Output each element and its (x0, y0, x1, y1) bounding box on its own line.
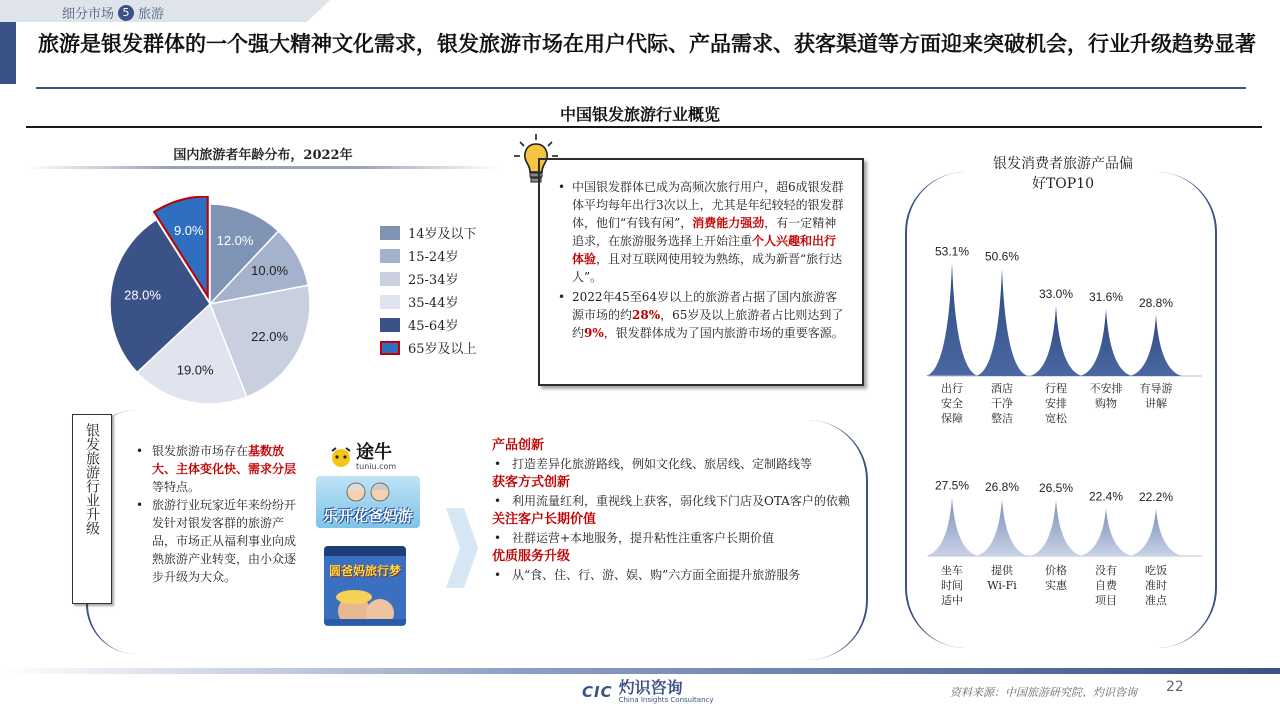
preference-peak (1030, 500, 1082, 556)
legend-item (380, 267, 477, 290)
preference-category-label: 酒店 干净 整洁 (991, 382, 1013, 425)
legend-swatch (380, 249, 400, 263)
preference-value-label: 22.4% (1088, 489, 1124, 504)
footer-divider (0, 668, 1280, 674)
preference-peak (1130, 509, 1182, 556)
pie-slice-label: 19.0% (176, 362, 214, 378)
preference-value-label: 31.6% (1088, 290, 1124, 305)
pie-slice-label: 28.0% (124, 287, 161, 303)
accent-bar (0, 22, 16, 84)
legend-item (380, 336, 477, 359)
preference-value-label: 53.1% (934, 244, 970, 259)
preference-peak-chart (920, 240, 1210, 580)
upgrade-bullet-1: • 银发旅游市场存在基数放大、主体变化快、需求分层等特点。 (134, 442, 302, 496)
preference-category-label: 出行 安全 保障 (941, 382, 963, 425)
preference-peak (976, 499, 1028, 556)
legend-swatch (380, 341, 400, 355)
cic-subtitle: China Insights Consultancy (618, 696, 714, 704)
preference-value-label: 26.5% (1038, 480, 1074, 495)
preference-peak (926, 263, 978, 376)
upgrade-bullet-2: • 旅游行业玩家近年来纷纷开发针对银发客群的旅游产品，市场正从福利事业向成熟旅游产业转变，由小众逐步升级为大众。 (134, 496, 302, 586)
preference-category-label: 坐车 时间 适中 (941, 564, 963, 607)
legend-item (380, 290, 477, 313)
legend-item (380, 313, 477, 336)
tuniu-cow-icon (330, 445, 352, 469)
legend-swatch (380, 272, 400, 286)
legend-label: 14岁及以下 (408, 227, 477, 242)
tuniu-domain: tuniu.com (356, 461, 397, 471)
baba-tour-poster (324, 546, 406, 626)
insight-bullet-2: • 2022年45至64岁以上的旅游者占据了国内旅游客源市场的约28%，65岁及以上旅游者占比则达到了约9%，银发群体成为了国内旅游市场的重要客源。 (556, 288, 846, 342)
cic-name: 灼识咨询 (618, 678, 683, 697)
preference-value-label: 50.6% (984, 249, 1020, 264)
preference-peak (1030, 306, 1082, 376)
tuniu-name: 途牛 (356, 441, 392, 463)
preference-value-label: 22.2% (1138, 489, 1174, 504)
preference-value-label: 33.0% (1038, 287, 1074, 302)
legend-label: 45-64岁 (408, 319, 459, 334)
innovation-heading: 优质服务升级 (492, 549, 571, 564)
innovation-list (492, 436, 852, 584)
preference-value-label: 28.8% (1138, 295, 1174, 310)
preference-category-label: 有导游 讲解 (1139, 382, 1173, 410)
legend-swatch (380, 318, 400, 332)
pie-slice-label: 10.0% (251, 263, 289, 279)
innovation-heading: 产品创新 (492, 438, 545, 453)
legend-label: 35-44岁 (408, 296, 459, 311)
innovation-text: • 从“食、住、行、游、娱、购”六方面全面提升旅游服务 (492, 566, 852, 584)
preference-category-label: 没有 自费 项目 (1095, 564, 1117, 607)
preference-peak (1080, 509, 1132, 556)
preference-chart-title: 银发消费者旅游产品偏好TOP10 (993, 156, 1133, 192)
baba-elders-photo (324, 579, 406, 625)
tuniu-slogan: 乐开花爸妈游 (322, 507, 413, 525)
legend-label: 25-34岁 (408, 273, 459, 288)
pie-title-divider (26, 166, 500, 169)
legend-swatch (380, 226, 400, 240)
insight-bullet-1: • 中国银发群体已成为高频次旅行用户，超6成银发群体平均每年出行3次以上，尤其是年纪较轻的银发群体，他们“有钱有闲”，消费能力强劲，有一定精神追求，在旅游服务选择上开始注重个人兴趣和出行体验，且对互联网使用较为熟练，成为新晋“旅行达人”。 (556, 178, 846, 286)
innovation-heading: 获客方式创新 (492, 475, 571, 490)
insight-box (538, 158, 864, 386)
preference-value-label: 27.5% (934, 478, 970, 493)
legend-item (380, 244, 477, 267)
preference-category-label: 行程 安排 宽松 (1045, 382, 1067, 425)
title-divider (36, 87, 1246, 89)
preference-category-label: 价格 实惠 (1045, 564, 1067, 592)
cic-logo (582, 680, 714, 704)
breadcrumb-bar (0, 0, 330, 22)
overview-divider (26, 126, 1262, 128)
pie-slice-label: 9.0% (173, 223, 204, 239)
pie-slice-label: 22.0% (251, 328, 289, 344)
upgrade-list (134, 442, 302, 586)
preference-category-label: 不安排 购物 (1089, 382, 1123, 410)
overview-title: 中国银发旅游行业概览 (559, 105, 720, 124)
pie-slice-label: 12.0% (216, 232, 254, 248)
preference-peak (976, 269, 1028, 376)
preference-category-label: 提供 Wi-Fi (987, 564, 1017, 592)
innovation-text: • 利用流量红利，重视线上获客，弱化线下门店及OTA客户的依赖 (492, 492, 852, 510)
page-number: 22 (1166, 679, 1184, 695)
preference-value-label: 26.8% (984, 480, 1020, 495)
legend-label: 65岁及以上 (408, 342, 477, 357)
upgrade-label: 银发旅游行业升级 (72, 414, 112, 604)
cic-mark: CIC (582, 683, 613, 701)
innovation-text: • 打造差异化旅游路线，例如文化线、旅居线、定制路线等 (492, 455, 852, 473)
pie-legend (380, 221, 477, 359)
pie-chart-title: 国内旅游者年龄分布，2022年 (173, 148, 353, 163)
preference-peak (1080, 309, 1132, 376)
preference-peak (926, 498, 978, 556)
breadcrumb-section: 细分市场 (62, 7, 115, 22)
breadcrumb (62, 3, 164, 22)
page-title: 旅游是银发群体的一个强大精神文化需求，银发旅游市场在用户代际、产品需求、获客渠道等方面迎来突破机会，行业升级趋势显著 (38, 32, 1256, 56)
legend-swatch (380, 295, 400, 309)
innovation-heading: 关注客户长期价值 (492, 512, 597, 527)
preference-peak (1130, 315, 1182, 376)
innovation-text: • 社群运营+本地服务，提升粘性注重客户长期价值 (492, 529, 852, 547)
legend-item (380, 221, 477, 244)
breadcrumb-item: 旅游 (138, 7, 165, 22)
source-note: 资料来源：中国旅游研究院、灼识咨询 (950, 686, 1137, 699)
baba-slogan: 圆爸妈旅行梦 (328, 564, 401, 578)
age-pie-chart (100, 196, 320, 406)
legend-label: 15-24岁 (408, 250, 459, 265)
tuniu-logo (316, 440, 420, 528)
breadcrumb-number-badge: 5 (118, 5, 134, 21)
preference-category-label: 吃饭 准时 准点 (1145, 564, 1167, 607)
